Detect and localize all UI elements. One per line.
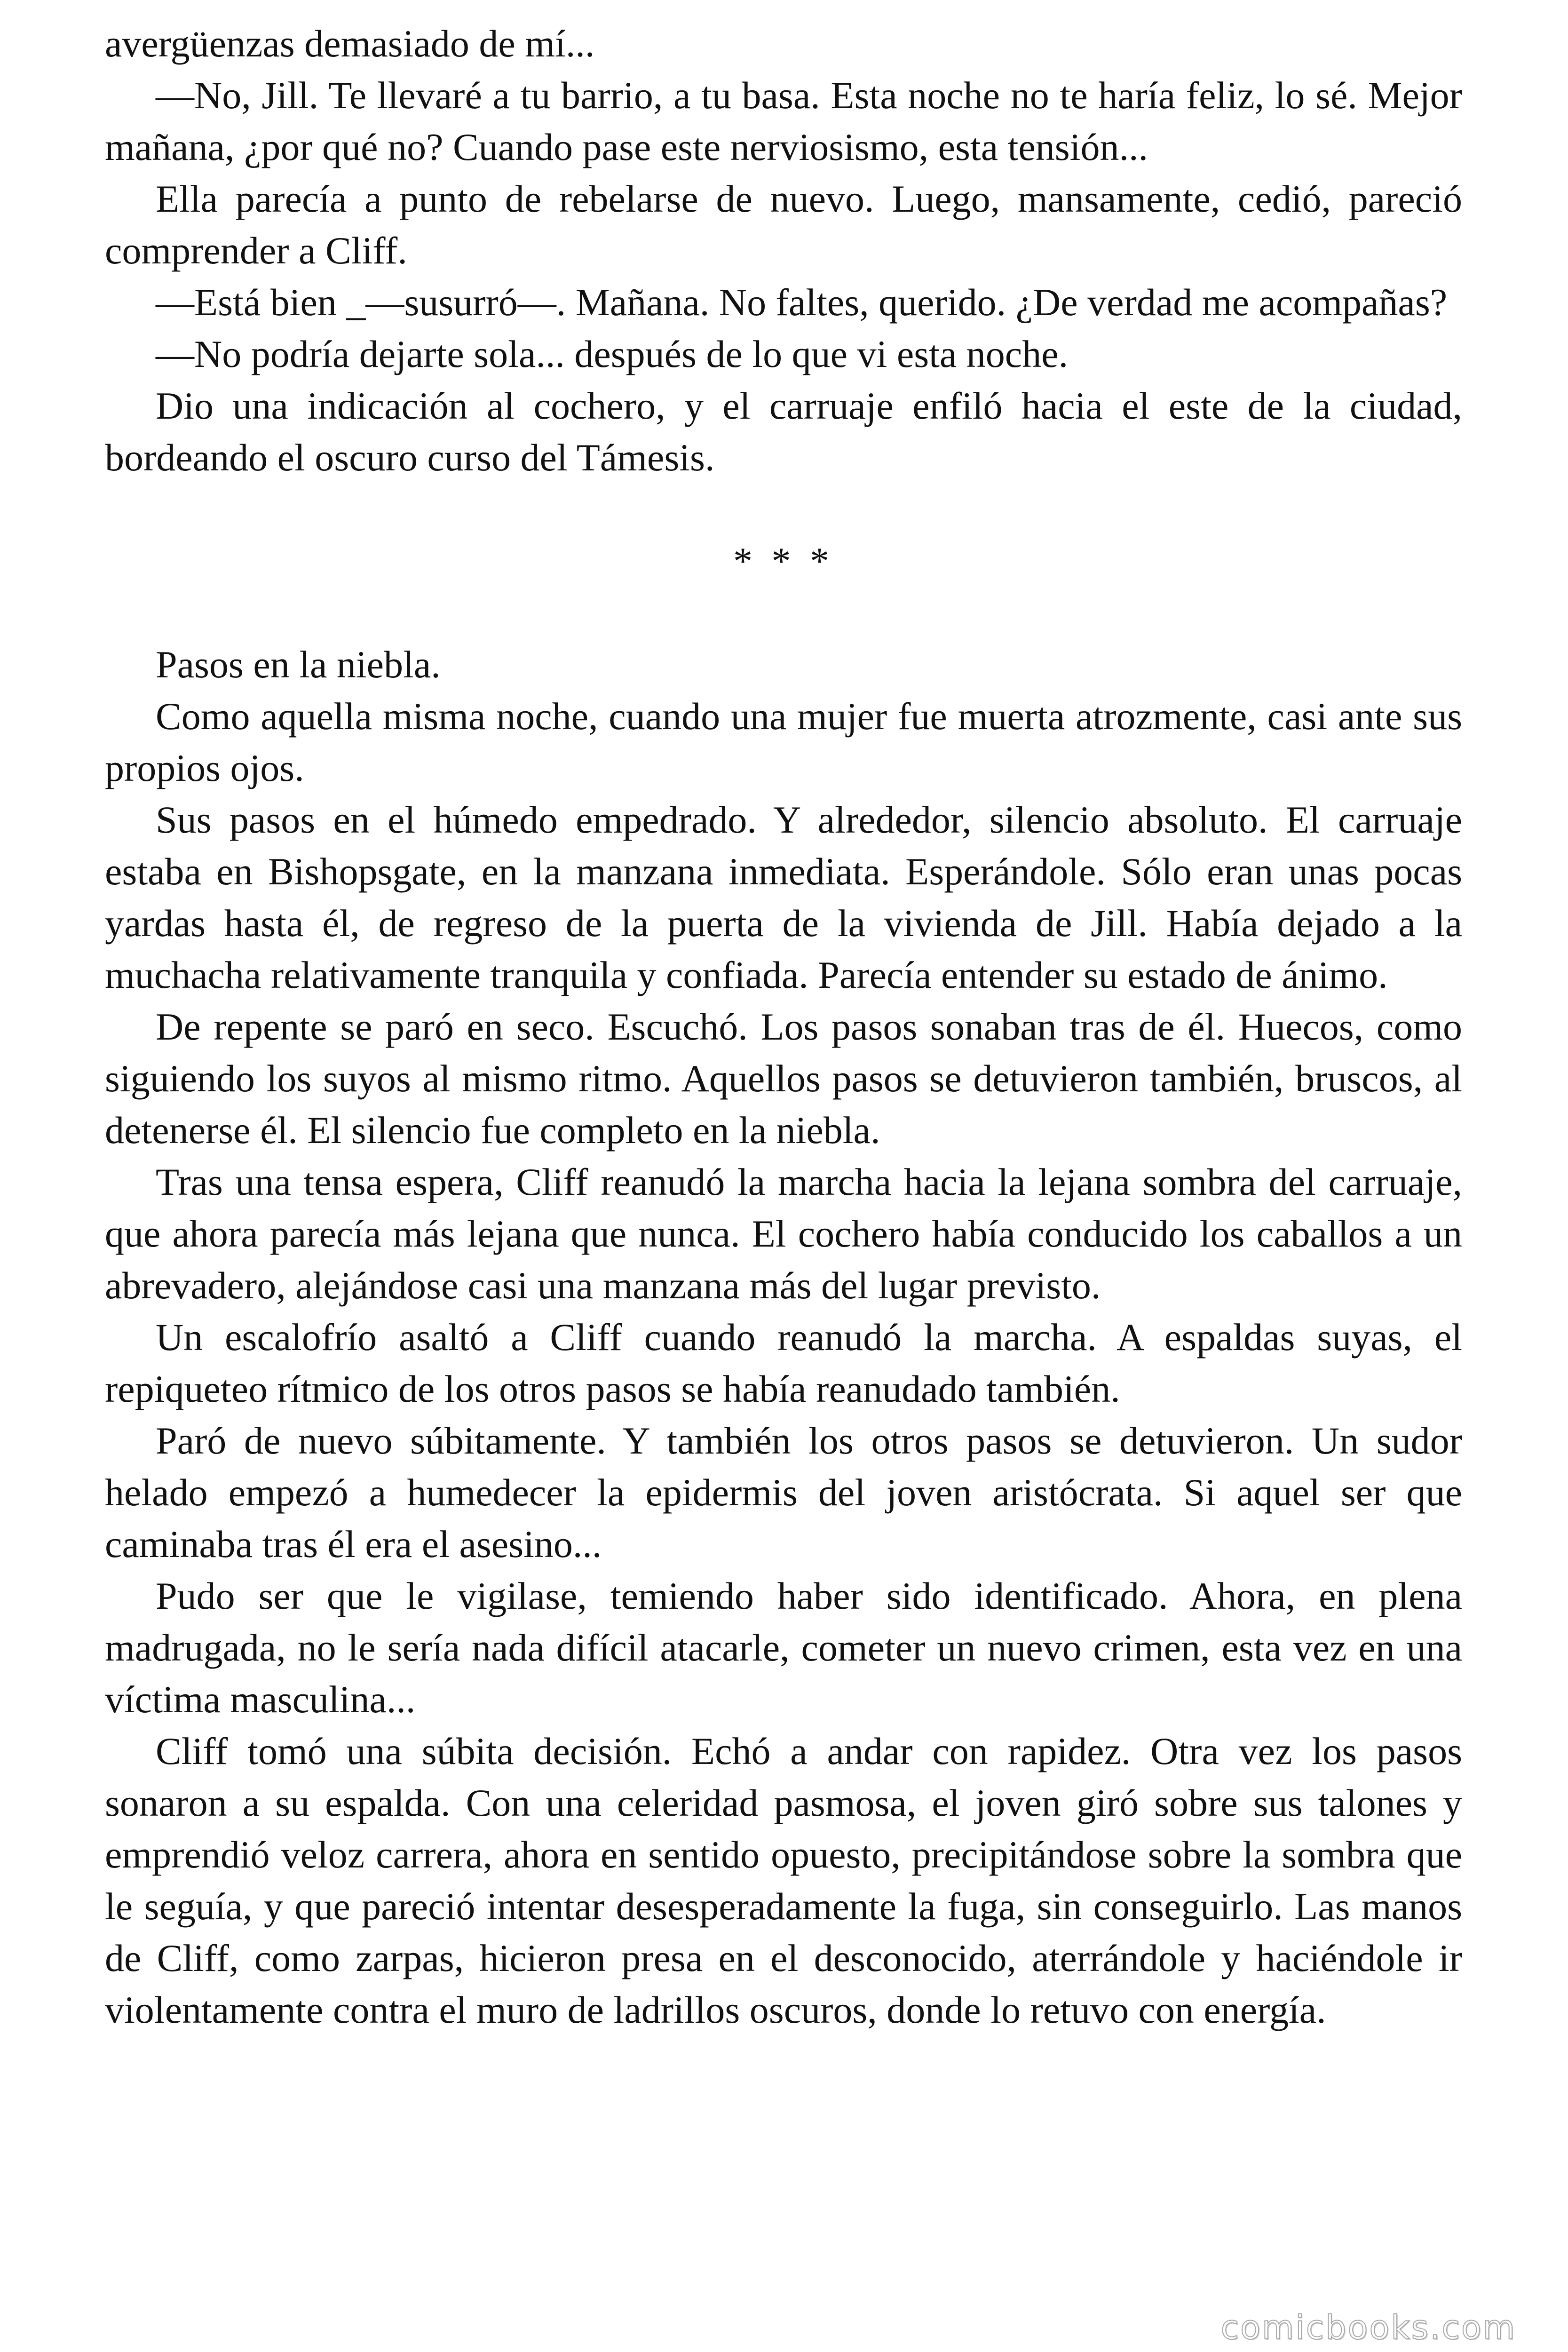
paragraph: Tras una tensa espera, Cliff reanudó la marcha hacia la lejana sombra del carruaje, que ahora parecía más lejana que nunca. El cochero había conducido los caballos a un abrevadero, alejándose casi una manzana más del lugar previsto. bbox=[105, 1160, 1462, 1307]
paragraph: De repente se paró en seco. Escuchó. Los pasos sonaban tras de él. Huecos, como siguiendo los suyos al mismo ritmo. Aquellos pasos se detuvieron también, bruscos, al detenerse él. El silencio fue completo en la niebla. bbox=[105, 1005, 1462, 1152]
paragraph: Dio una indicación al cochero, y el carruaje enfiló hacia el este de la ciudad, bordeando el oscuro curso del Támesis. bbox=[105, 384, 1462, 479]
watermark: comicbooks.com bbox=[1220, 2308, 1516, 2347]
paragraph: Un escalofrío asaltó a Cliff cuando reanudó la marcha. A espaldas suyas, el repiqueteo rítmico de los otros pasos se había reanudado también. bbox=[105, 1316, 1462, 1410]
paragraph: Sus pasos en el húmedo empedrado. Y alrededor, silencio absoluto. El carruaje estaba en Bishopsgate, en la manzana inmediata. Esperándole. Sólo eran unas pocas yardas hasta él, de regreso de la puerta de la vivienda de Jill. Había dejado a la muchacha relativamente tranquila y confiada. Parecía entender su estado de ánimo. bbox=[105, 798, 1462, 996]
section-separator: * * * bbox=[733, 540, 834, 582]
paragraph: avergüenzas demasiado de mí... bbox=[105, 22, 595, 65]
paragraph: —No, Jill. Te llevaré a tu barrio, a tu basa. Esta noche no te haría feliz, lo sé. Mejor mañana, ¿por qué no? Cuando pase este nerviosismo, esta tensión... bbox=[105, 74, 1462, 168]
paragraph: Cliff tomó una súbita decisión. Echó a andar con rapidez. Otra vez los pasos sonaron a su espalda. Con una celeridad pasmosa, el joven giró sobre sus talones y emprendió veloz carrera, ahora en sentido opuesto, precipitándose sobre la sombra que le seguía, y que pareció intentar desesperadamente la fuga, sin conseguirlo. Las manos de Cliff, como zarpas, hicieron presa en el desconocido, aterrándole y haciéndole ir violentamente contra el muro de ladrillos oscuros, donde lo retuvo con energía. bbox=[105, 1730, 1462, 2031]
paragraph: Pudo ser que le vigilase, temiendo haber sido identificado. Ahora, en plena madrugada, no le sería nada difícil atacarle, cometer un nuevo crimen, esta vez en una víctima masculina... bbox=[105, 1574, 1462, 1721]
paragraph: Paró de nuevo súbitamente. Y también los otros pasos se detuvieron. Un sudor helado empezó a humedecer la epidermis del joven aristócrata. Si aquel ser que caminaba tras él era el asesino... bbox=[105, 1419, 1462, 1565]
paragraph: Como aquella misma noche, cuando una mujer fue muerta atrozmente, casi ante sus propios ojos. bbox=[105, 695, 1462, 789]
page-text bbox=[105, 18, 1462, 2036]
paragraph: —No podría dejarte sola... después de lo que vi esta noche. bbox=[156, 333, 1069, 375]
paragraph: —Está bien _—susurró—. Mañana. No faltes, querido. ¿De verdad me acompañas? bbox=[156, 281, 1448, 324]
paragraph: Ella parecía a punto de rebelarse de nuevo. Luego, mansamente, cedió, pareció comprender a Cliff. bbox=[105, 177, 1462, 272]
paragraph: Pasos en la niebla. bbox=[156, 643, 441, 686]
